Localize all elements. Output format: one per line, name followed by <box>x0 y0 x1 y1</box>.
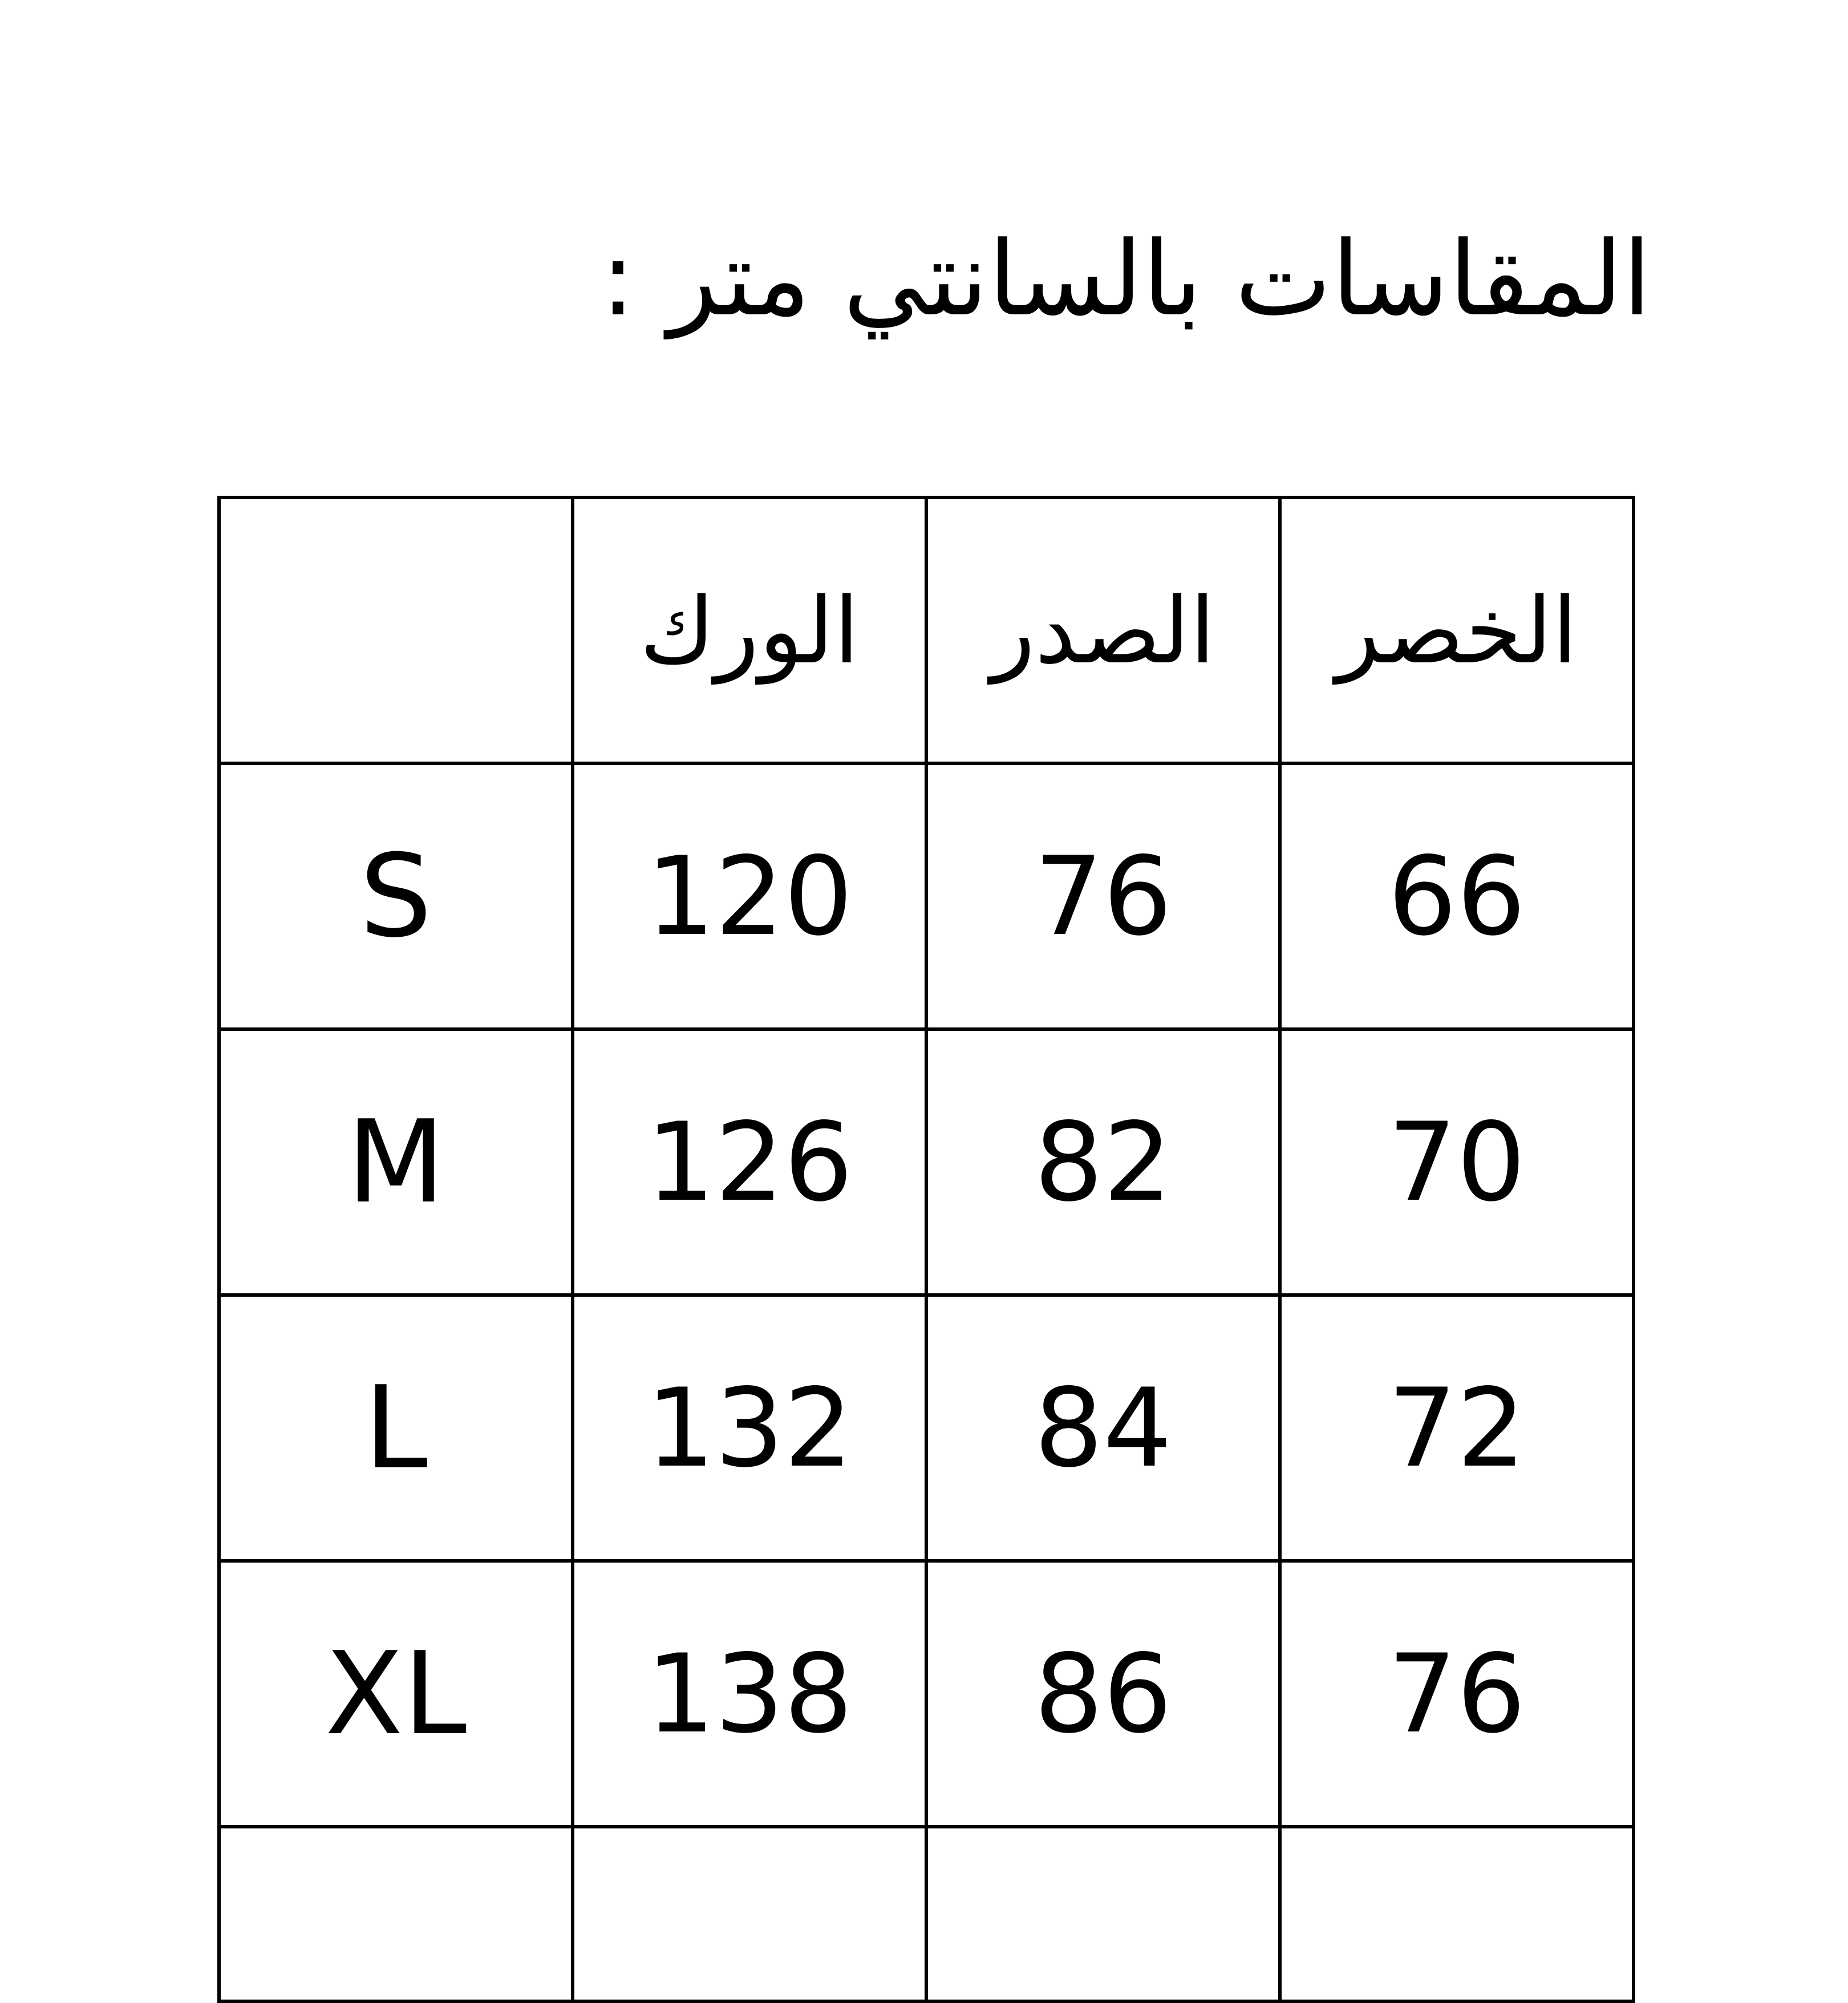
size-label: L <box>219 1295 573 1561</box>
empty-cell <box>573 1827 926 2001</box>
hip-value: 126 <box>573 1029 926 1295</box>
size-label: XL <box>219 1561 573 1827</box>
table-row <box>219 1561 1634 1827</box>
size-chart-table <box>217 496 1635 2003</box>
chest-value: 86 <box>926 1561 1280 1827</box>
hip-value: 120 <box>573 763 926 1029</box>
chest-value: 76 <box>926 763 1280 1029</box>
header-waist: الخصر <box>1280 497 1634 763</box>
table-row <box>219 1029 1634 1295</box>
waist-value: 70 <box>1280 1029 1634 1295</box>
header-chest: الصدر <box>926 497 1280 763</box>
waist-value: 72 <box>1280 1295 1634 1561</box>
table-row-partial <box>219 1827 1634 2001</box>
chest-value: 82 <box>926 1029 1280 1295</box>
page-title: المقاسات بالسانتي متر : <box>601 220 1651 339</box>
header-size <box>219 497 573 763</box>
table-row <box>219 763 1634 1029</box>
empty-cell <box>219 1827 573 2001</box>
hip-value: 138 <box>573 1561 926 1827</box>
waist-value: 76 <box>1280 1561 1634 1827</box>
waist-value: 66 <box>1280 763 1634 1029</box>
empty-cell <box>926 1827 1280 2001</box>
empty-cell <box>1280 1827 1634 2001</box>
size-label: S <box>219 763 573 1029</box>
header-hip: الورك <box>573 497 926 763</box>
table-row <box>219 1295 1634 1561</box>
table-header-row <box>219 497 1634 763</box>
chest-value: 84 <box>926 1295 1280 1561</box>
hip-value: 132 <box>573 1295 926 1561</box>
size-label: M <box>219 1029 573 1295</box>
